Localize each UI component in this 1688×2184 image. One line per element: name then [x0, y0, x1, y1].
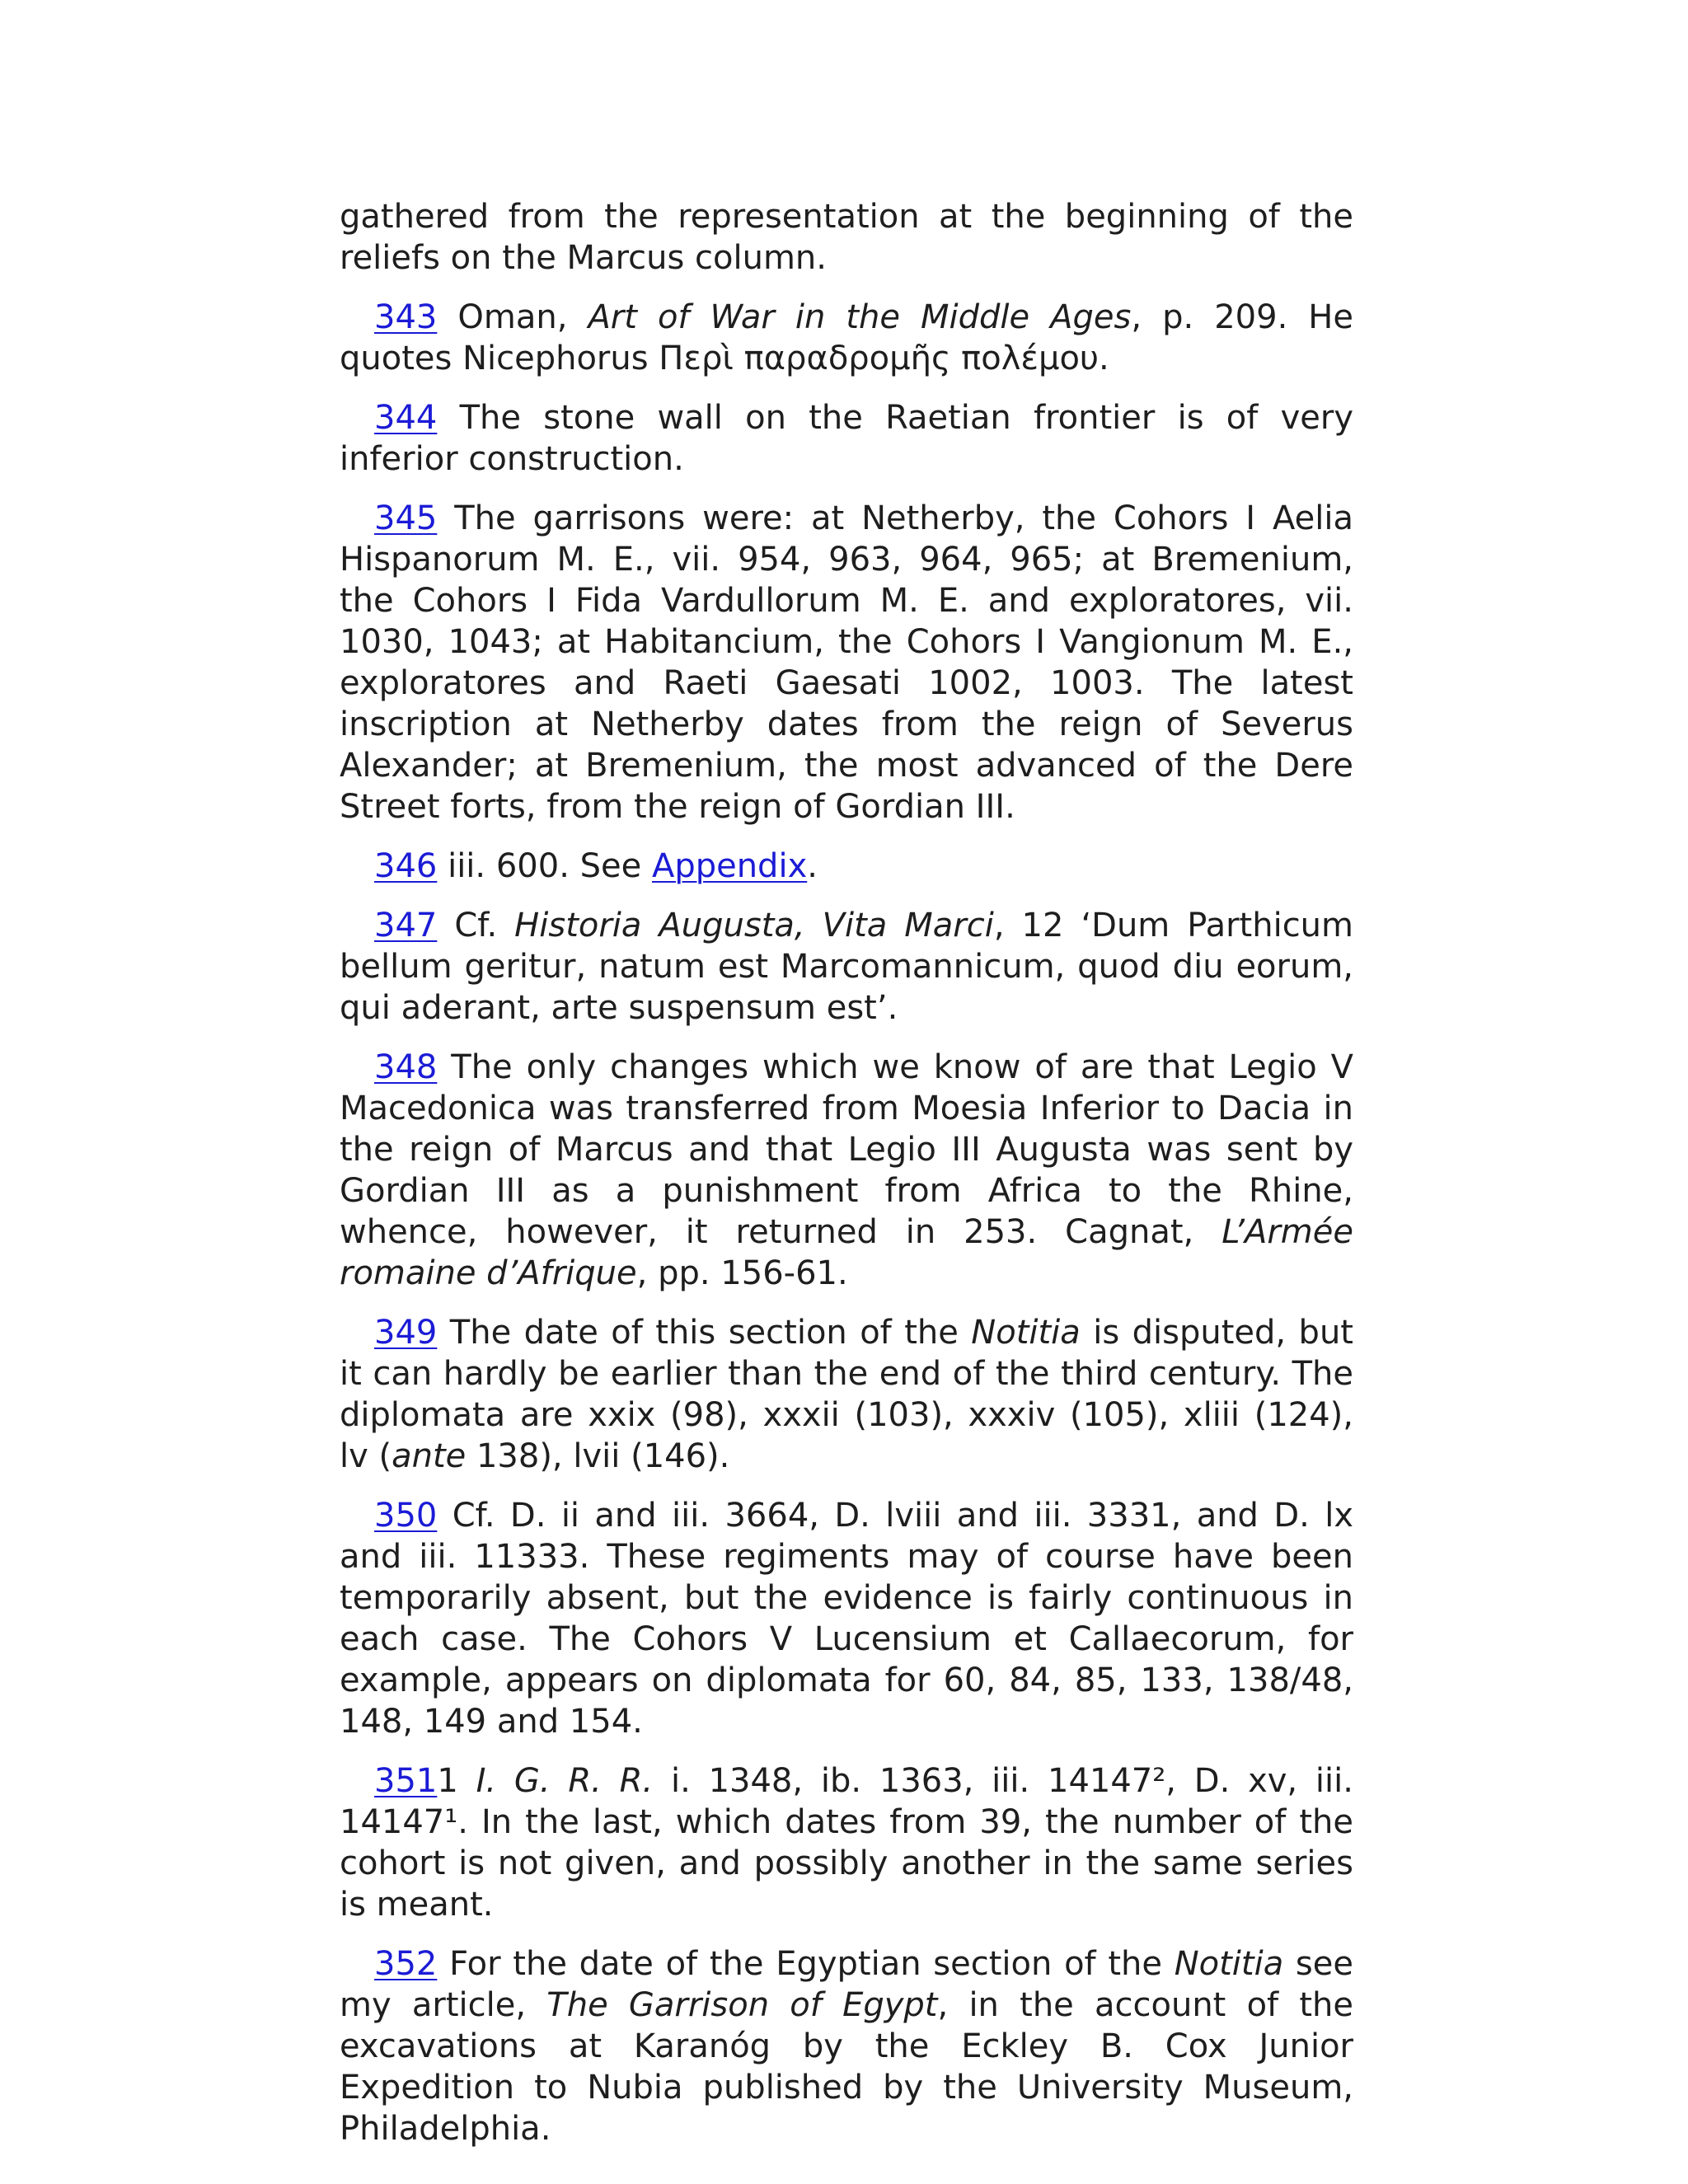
- footnote-352: [340, 1943, 1353, 2149]
- footnote-text: The only changes which we know of are that Legio V Macedonica was transferred from Moesia Inferior to Dacia in the reign of Marcus and that Legio III Augusta was sent by Gordian III as a punishment from Africa to the Rhine, whence, however, it returned in 253. Cagnat,: [340, 1048, 1353, 1251]
- appendix-link[interactable]: Appendix: [651, 847, 808, 885]
- italic-text: Art of War in the Middle Ages: [588, 298, 1132, 336]
- footnote-ref-link[interactable]: 347: [374, 907, 438, 944]
- footnote-text: iii. 600. See: [437, 847, 652, 885]
- footnote-text: The stone wall on the Raetian frontier is of very inferior construction.: [340, 399, 1353, 478]
- footnote-text: 138), lvii (146).: [466, 1437, 730, 1475]
- footnote-345: [340, 498, 1353, 827]
- footnote-text: i. 1348, ib. 1363, iii. 14147², D. xv, iii. 14147¹. In the last, which dates from 39, the number of the cohort is not given, and possibly another in the same series is meant.: [340, 1762, 1353, 1924]
- footnote-text: , pp. 156-61.: [636, 1254, 848, 1292]
- footnote-ref-link[interactable]: 345: [374, 499, 438, 537]
- footnote-ref-link[interactable]: 344: [374, 399, 438, 437]
- footnote-ref-link[interactable]: 352: [374, 1945, 438, 1983]
- footnote-text: For the date of the Egyptian section of the: [437, 1945, 1175, 1983]
- footnote-text: The date of this section of the: [437, 1314, 972, 1352]
- footnote-text: The garrisons were: at Netherby, the Cohors I Aelia Hispanorum M. E., vii. 954, 963, 964, 965; at Bremenium, the Cohors I Fida Vardullorum M. E. and exploratores, vii. 1030, 1043; at Habitancium, the Cohors I Vangionum M. E., exploratores and Raeti Gaesati 1002, 1003. The latest inscription at Netherby dates from the reign of Severus Alexander; at Bremenium, the most advanced of the Dere Street forts, from the reign of Gordian III.: [340, 499, 1353, 826]
- italic-text: L’Armée romaine d’Afrique: [340, 1213, 1353, 1292]
- italic-text: The Garrison of Egypt: [546, 1986, 938, 2024]
- footnote-ref-link[interactable]: 343: [374, 298, 438, 336]
- footnote-text: Cf.: [437, 907, 515, 944]
- footnote-ref-link[interactable]: 349: [374, 1314, 438, 1352]
- footnote-348: [340, 1047, 1353, 1294]
- footnotes-page: [340, 196, 1353, 2168]
- footnote-344: [340, 397, 1353, 480]
- footnote-text: see my article,: [340, 1945, 1353, 2024]
- footnote-343: [340, 297, 1353, 379]
- footnote-ref-link[interactable]: 350: [374, 1497, 438, 1535]
- footnote-ref-link[interactable]: 346: [374, 847, 438, 885]
- footnote-351: [340, 1760, 1353, 1925]
- italic-text: Historia Augusta, Vita Marci: [514, 907, 994, 944]
- italic-text: ante: [392, 1437, 467, 1475]
- footnote-346: [340, 846, 1353, 887]
- footnote-text: 1: [437, 1762, 476, 1800]
- footnote-347: [340, 905, 1353, 1029]
- italic-text: Notitia: [971, 1314, 1081, 1352]
- footnote-text: Oman,: [437, 298, 588, 336]
- footnote-text: gathered from the representation at the beginning of the reliefs on the Marcus column.: [340, 198, 1353, 277]
- footnote-ref-link[interactable]: 351: [374, 1762, 438, 1800]
- footnote-continuation: [340, 196, 1353, 279]
- footnote-text: , p. 209. He quotes Nicephorus Περὶ παραδρομῆς πολέμου.: [340, 298, 1353, 377]
- footnote-ref-link[interactable]: 348: [374, 1048, 438, 1086]
- footnote-350: [340, 1495, 1353, 1742]
- footnote-349: [340, 1312, 1353, 1477]
- italic-text: Notitia: [1174, 1945, 1284, 1983]
- footnote-text: Cf. D. ii and iii. 3664, D. lviii and iii. 3331, and D. lx and iii. 11333. These regiments may of course have been temporarily absent, but the evidence is fairly continuous in each case. The Cohors V Lucensium et Callaecorum, for example, appears on diplomata for 60, 84, 85, 133, 138/48, 148, 149 and 154.: [340, 1497, 1353, 1741]
- footnote-text: , 12 ‘Dum Parthicum bellum geritur, natum est Marcomannicum, quod diu eorum, qui aderant, arte suspensum est’.: [340, 907, 1353, 1027]
- footnote-text: .: [807, 847, 818, 885]
- italic-text: I. G. R. R.: [476, 1762, 654, 1800]
- footnote-text: , in the account of the excavations at Karanóg by the Eckley B. Cox Junior Expedition to Nubia published by the University Museum, Philadelphia.: [340, 1986, 1354, 2148]
- footnote-text: is disputed, but it can hardly be earlier than the end of the third century. The diplomata are xxix (98), xxxii (103), xxxiv (105), xliii (124), lv (: [340, 1314, 1353, 1475]
